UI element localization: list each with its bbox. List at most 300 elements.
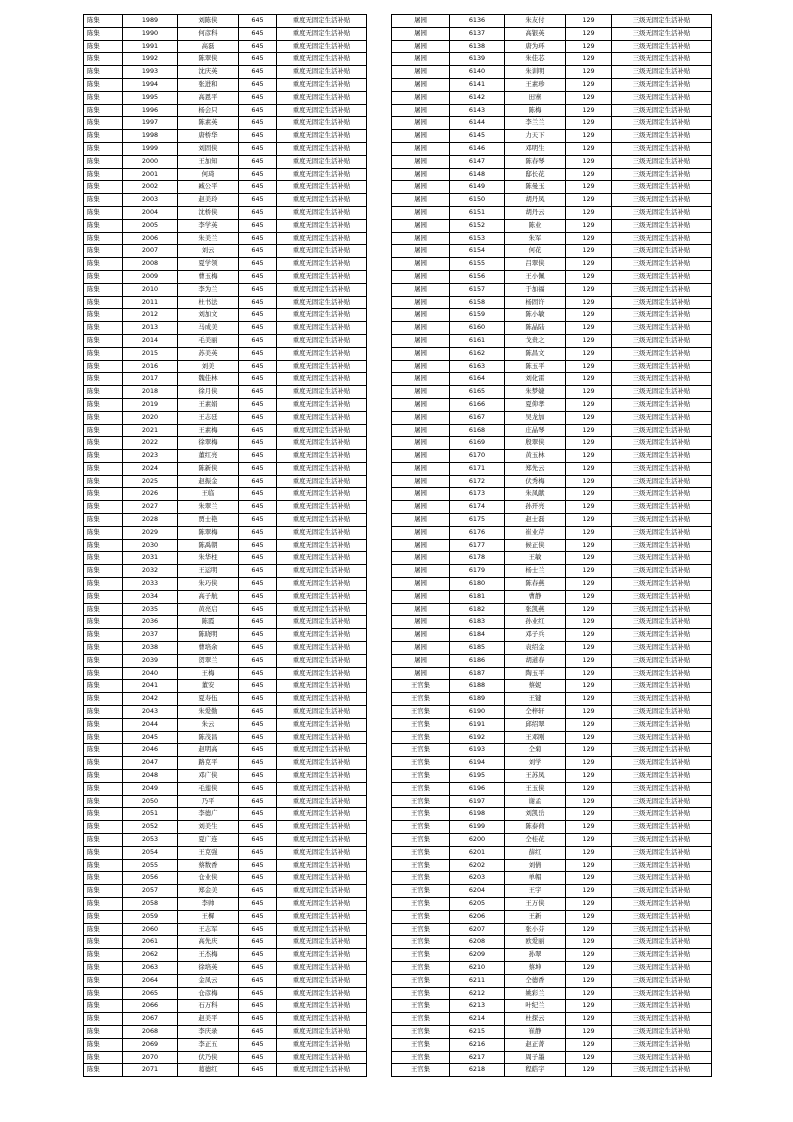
amount-cell: 645 (239, 450, 277, 463)
person-name-cell: 刘加文 (178, 309, 239, 322)
subsidy-type-cell: 三级无固定生活补贴 (612, 270, 712, 283)
serial-number-cell: 2012 (123, 309, 178, 322)
person-name-cell: 朱训明 (505, 66, 566, 79)
town-cell: 王官集 (392, 974, 450, 987)
subsidy-type-cell: 三级无固定生活补贴 (612, 219, 712, 232)
amount-cell: 129 (566, 373, 612, 386)
person-name-cell: 杨固许 (505, 296, 566, 309)
serial-number-cell: 2049 (123, 782, 178, 795)
subsidy-type-cell: 重度无固定生活补贴 (277, 142, 367, 155)
serial-number-cell: 6165 (450, 386, 505, 399)
serial-number-cell: 6212 (450, 987, 505, 1000)
amount-cell: 129 (566, 514, 612, 527)
town-cell: 陈集 (84, 808, 123, 821)
town-cell: 陈集 (84, 565, 123, 578)
subsidy-type-cell: 三级无固定生活补贴 (612, 897, 712, 910)
amount-cell: 645 (239, 27, 277, 40)
town-cell: 陈集 (84, 949, 123, 962)
serial-number-cell: 2062 (123, 949, 178, 962)
serial-number-cell: 6169 (450, 437, 505, 450)
town-cell: 屠园 (392, 130, 450, 143)
table-row (84, 629, 367, 642)
amount-cell: 645 (239, 885, 277, 898)
town-cell: 陈集 (84, 616, 123, 629)
person-name-cell: 朱美兰 (178, 232, 239, 245)
table-row (392, 770, 712, 783)
table-row (392, 974, 712, 987)
person-name-cell: 朱翠兰 (178, 501, 239, 514)
serial-number-cell: 2024 (123, 462, 178, 475)
subsidy-type-cell: 重度无固定生活补贴 (277, 334, 367, 347)
person-name-cell: 陈霞 (178, 616, 239, 629)
serial-number-cell: 6178 (450, 552, 505, 565)
table-row (84, 974, 367, 987)
serial-number-cell: 6197 (450, 795, 505, 808)
person-name-cell: 李德广 (178, 808, 239, 821)
person-name-cell: 唐为环 (505, 40, 566, 53)
person-name-cell: 赵美玲 (178, 194, 239, 207)
subsidy-type-cell: 三级无固定生活补贴 (612, 258, 712, 271)
person-name-cell: 陈昌文 (505, 347, 566, 360)
serial-number-cell: 2066 (123, 1000, 178, 1013)
subsidy-type-cell: 重度无固定生活补贴 (277, 987, 367, 1000)
table-row (392, 654, 712, 667)
table-row (392, 834, 712, 847)
town-cell: 王官集 (392, 897, 450, 910)
subsidy-type-cell: 重度无固定生活补贴 (277, 821, 367, 834)
amount-cell: 645 (239, 616, 277, 629)
person-name-cell: 董安 (178, 680, 239, 693)
person-name-cell: 刘固侠 (178, 142, 239, 155)
town-cell: 屠园 (392, 450, 450, 463)
serial-number-cell: 1989 (123, 15, 178, 28)
serial-number-cell: 6199 (450, 821, 505, 834)
serial-number-cell: 6156 (450, 270, 505, 283)
table-row (84, 744, 367, 757)
serial-number-cell: 2040 (123, 667, 178, 680)
table-row (392, 629, 712, 642)
town-cell: 王官集 (392, 859, 450, 872)
serial-number-cell: 6151 (450, 206, 505, 219)
subsidy-type-cell: 三级无固定生活补贴 (612, 142, 712, 155)
person-name-cell: 贾士艳 (178, 514, 239, 527)
table-row (84, 462, 367, 475)
serial-number-cell: 2068 (123, 1025, 178, 1038)
serial-number-cell: 6194 (450, 757, 505, 770)
person-name-cell: 毛莲侠 (178, 782, 239, 795)
town-cell: 陈集 (84, 373, 123, 386)
town-cell: 王官集 (392, 936, 450, 949)
subsidy-type-cell: 三级无固定生活补贴 (612, 411, 712, 424)
subsidy-type-cell: 重度无固定生活补贴 (277, 744, 367, 757)
person-name-cell: 王邓刚 (505, 731, 566, 744)
table-row (392, 565, 712, 578)
subsidy-type-cell: 三级无固定生活补贴 (612, 795, 712, 808)
town-cell: 屠园 (392, 462, 450, 475)
table-row (84, 181, 367, 194)
subsidy-type-cell: 三级无固定生活补贴 (612, 603, 712, 616)
serial-number-cell: 2013 (123, 322, 178, 335)
amount-cell: 129 (566, 475, 612, 488)
table-row (392, 693, 712, 706)
subsidy-type-cell: 三级无固定生活补贴 (612, 514, 712, 527)
person-name-cell: 毛美丽 (178, 334, 239, 347)
town-cell: 王官集 (392, 987, 450, 1000)
town-cell: 陈集 (84, 961, 123, 974)
person-name-cell: 夏寿伍 (178, 693, 239, 706)
town-cell: 王官集 (392, 846, 450, 859)
serial-number-cell: 2032 (123, 565, 178, 578)
person-name-cell: 周子墨 (505, 1051, 566, 1064)
person-name-cell: 蔡妮 (505, 680, 566, 693)
town-cell: 陈集 (84, 654, 123, 667)
subsidy-type-cell: 重度无固定生活补贴 (277, 78, 367, 91)
amount-cell: 645 (239, 808, 277, 821)
amount-cell: 645 (239, 795, 277, 808)
serial-number-cell: 6217 (450, 1051, 505, 1064)
amount-cell: 129 (566, 258, 612, 271)
serial-number-cell: 2053 (123, 834, 178, 847)
town-cell: 屠园 (392, 53, 450, 66)
town-cell: 陈集 (84, 501, 123, 514)
person-name-cell: 田寨 (505, 91, 566, 104)
table-row (392, 411, 712, 424)
person-name-cell: 程皓宇 (505, 1064, 566, 1077)
amount-cell: 129 (566, 27, 612, 40)
serial-number-cell: 2034 (123, 590, 178, 603)
serial-number-cell: 6168 (450, 424, 505, 437)
serial-number-cell: 6180 (450, 578, 505, 591)
table-row (392, 923, 712, 936)
person-name-cell: 陈春燕 (505, 578, 566, 591)
town-cell: 陈集 (84, 386, 123, 399)
subsidy-type-cell: 重度无固定生活补贴 (277, 693, 367, 706)
person-name-cell: 徐培英 (178, 961, 239, 974)
table-row (84, 680, 367, 693)
subsidy-type-cell: 重度无固定生活补贴 (277, 437, 367, 450)
subsidy-type-cell: 三级无固定生活补贴 (612, 283, 712, 296)
town-cell: 陈集 (84, 334, 123, 347)
person-name-cell: 王素梅 (178, 424, 239, 437)
town-cell: 陈集 (84, 155, 123, 168)
amount-cell: 645 (239, 923, 277, 936)
table-row (392, 386, 712, 399)
table-row (84, 693, 367, 706)
subsidy-type-cell: 三级无固定生活补贴 (612, 552, 712, 565)
table-row (84, 488, 367, 501)
subsidy-type-cell: 重度无固定生活补贴 (277, 386, 367, 399)
amount-cell: 645 (239, 552, 277, 565)
person-name-cell: 张进和 (178, 78, 239, 91)
subsidy-type-cell: 重度无固定生活补贴 (277, 961, 367, 974)
table-row (392, 578, 712, 591)
table-row (392, 501, 712, 514)
table-row (392, 245, 712, 258)
subsidy-type-cell: 三级无固定生活补贴 (612, 181, 712, 194)
amount-cell: 129 (566, 1013, 612, 1026)
serial-number-cell: 6210 (450, 961, 505, 974)
serial-number-cell: 6148 (450, 168, 505, 181)
amount-cell: 129 (566, 347, 612, 360)
town-cell: 屠园 (392, 270, 450, 283)
person-name-cell: 庄晶琴 (505, 424, 566, 437)
table-row (392, 360, 712, 373)
subsidy-type-cell: 三级无固定生活补贴 (612, 808, 712, 821)
table-row (84, 526, 367, 539)
town-cell: 屠园 (392, 40, 450, 53)
person-name-cell: 马成美 (178, 322, 239, 335)
serial-number-cell: 1992 (123, 53, 178, 66)
person-name-cell: 王志军 (178, 923, 239, 936)
amount-cell: 129 (566, 539, 612, 552)
amount-cell: 645 (239, 872, 277, 885)
subsidy-type-cell: 重度无固定生活补贴 (277, 782, 367, 795)
subsidy-type-cell: 重度无固定生活补贴 (277, 27, 367, 40)
town-cell: 屠园 (392, 258, 450, 271)
table-row (392, 104, 712, 117)
table-row (392, 488, 712, 501)
serial-number-cell: 6146 (450, 142, 505, 155)
person-name-cell: 胡道春 (505, 654, 566, 667)
serial-number-cell: 2052 (123, 821, 178, 834)
town-cell: 陈集 (84, 117, 123, 130)
table-row (84, 590, 367, 603)
person-name-cell: 刘学 (505, 757, 566, 770)
serial-number-cell: 6161 (450, 334, 505, 347)
serial-number-cell: 2020 (123, 411, 178, 424)
table-row (84, 603, 367, 616)
town-cell: 陈集 (84, 603, 123, 616)
serial-number-cell: 6203 (450, 872, 505, 885)
amount-cell: 645 (239, 667, 277, 680)
town-cell: 屠园 (392, 283, 450, 296)
serial-number-cell: 2057 (123, 885, 178, 898)
subsidy-type-cell: 重度无固定生活补贴 (277, 155, 367, 168)
subsidy-type-cell: 三级无固定生活补贴 (612, 1013, 712, 1026)
amount-cell: 129 (566, 693, 612, 706)
table-row (84, 1013, 367, 1026)
subsidy-type-cell: 重度无固定生活补贴 (277, 270, 367, 283)
serial-number-cell: 6201 (450, 846, 505, 859)
town-cell: 陈集 (84, 590, 123, 603)
table-row (392, 910, 712, 923)
subsidy-type-cell: 三级无固定生活补贴 (612, 130, 712, 143)
table-row (392, 437, 712, 450)
left-subsidy-table (83, 14, 367, 1077)
town-cell: 陈集 (84, 309, 123, 322)
subsidy-type-cell: 三级无固定生活补贴 (612, 424, 712, 437)
person-name-cell: 陈茂昌 (178, 731, 239, 744)
town-cell: 陈集 (84, 910, 123, 923)
serial-number-cell: 2046 (123, 744, 178, 757)
town-cell: 屠园 (392, 66, 450, 79)
table-row (392, 808, 712, 821)
person-name-cell: 陈禹朝 (178, 539, 239, 552)
person-name-cell: 候正侠 (505, 539, 566, 552)
town-cell: 陈集 (84, 78, 123, 91)
subsidy-type-cell: 三级无固定生活补贴 (612, 859, 712, 872)
person-name-cell: 张凯燕 (505, 603, 566, 616)
town-cell: 陈集 (84, 104, 123, 117)
amount-cell: 129 (566, 232, 612, 245)
subsidy-type-cell: 三级无固定生活补贴 (612, 1064, 712, 1077)
town-cell: 陈集 (84, 219, 123, 232)
serial-number-cell: 2064 (123, 974, 178, 987)
table-row (392, 897, 712, 910)
table-row (392, 15, 712, 28)
subsidy-type-cell: 重度无固定生活补贴 (277, 411, 367, 424)
subsidy-type-cell: 重度无固定生活补贴 (277, 501, 367, 514)
table-row (84, 104, 367, 117)
amount-cell: 645 (239, 117, 277, 130)
subsidy-type-cell: 重度无固定生活补贴 (277, 808, 367, 821)
table-row (84, 78, 367, 91)
town-cell: 屠园 (392, 91, 450, 104)
town-cell: 陈集 (84, 539, 123, 552)
amount-cell: 129 (566, 526, 612, 539)
amount-cell: 645 (239, 270, 277, 283)
town-cell: 陈集 (84, 795, 123, 808)
person-name-cell: 王宇 (505, 885, 566, 898)
serial-number-cell: 6147 (450, 155, 505, 168)
town-cell: 屠园 (392, 206, 450, 219)
amount-cell: 645 (239, 334, 277, 347)
serial-number-cell: 6215 (450, 1025, 505, 1038)
town-cell: 屠园 (392, 424, 450, 437)
person-name-cell: 蔡数香 (178, 859, 239, 872)
table-row (392, 667, 712, 680)
serial-number-cell: 2023 (123, 450, 178, 463)
town-cell: 陈集 (84, 168, 123, 181)
person-name-cell: 陈翠梅 (178, 526, 239, 539)
town-cell: 王官集 (392, 731, 450, 744)
town-cell: 陈集 (84, 15, 123, 28)
person-name-cell: 高银英 (505, 27, 566, 40)
subsidy-type-cell: 重度无固定生活补贴 (277, 667, 367, 680)
town-cell: 屠园 (392, 629, 450, 642)
table-row (392, 168, 712, 181)
town-cell: 屠园 (392, 667, 450, 680)
person-name-cell: 赵正菁 (505, 1038, 566, 1051)
amount-cell: 129 (566, 206, 612, 219)
table-row (84, 40, 367, 53)
person-name-cell: 沈庆英 (178, 66, 239, 79)
amount-cell: 645 (239, 974, 277, 987)
subsidy-type-cell: 三级无固定生活补贴 (612, 1038, 712, 1051)
subsidy-type-cell: 三级无固定生活补贴 (612, 872, 712, 885)
serial-number-cell: 6155 (450, 258, 505, 271)
town-cell: 王官集 (392, 680, 450, 693)
town-cell: 陈集 (84, 1064, 123, 1077)
amount-cell: 129 (566, 616, 612, 629)
amount-cell: 645 (239, 770, 277, 783)
town-cell: 王官集 (392, 808, 450, 821)
amount-cell: 129 (566, 91, 612, 104)
amount-cell: 645 (239, 296, 277, 309)
amount-cell: 129 (566, 897, 612, 910)
town-cell: 陈集 (84, 667, 123, 680)
amount-cell: 129 (566, 974, 612, 987)
town-cell: 陈集 (84, 66, 123, 79)
table-row (84, 373, 367, 386)
serial-number-cell: 6143 (450, 104, 505, 117)
person-name-cell: 路克平 (178, 757, 239, 770)
town-cell: 屠园 (392, 373, 450, 386)
town-cell: 陈集 (84, 1038, 123, 1051)
amount-cell: 645 (239, 1000, 277, 1013)
amount-cell: 129 (566, 398, 612, 411)
serial-number-cell: 2050 (123, 795, 178, 808)
amount-cell: 645 (239, 642, 277, 655)
amount-cell: 645 (239, 961, 277, 974)
subsidy-type-cell: 三级无固定生活补贴 (612, 360, 712, 373)
person-name-cell: 唐桥华 (178, 130, 239, 143)
table-row (84, 53, 367, 66)
table-row (84, 155, 367, 168)
town-cell: 王官集 (392, 770, 450, 783)
serial-number-cell: 2025 (123, 475, 178, 488)
amount-cell: 645 (239, 757, 277, 770)
subsidy-type-cell: 三级无固定生活补贴 (612, 616, 712, 629)
serial-number-cell: 6144 (450, 117, 505, 130)
serial-number-cell: 2070 (123, 1051, 178, 1064)
person-name-cell: 伏乃侠 (178, 1051, 239, 1064)
serial-number-cell: 6149 (450, 181, 505, 194)
serial-number-cell: 2037 (123, 629, 178, 642)
town-cell: 陈集 (84, 347, 123, 360)
serial-number-cell: 2043 (123, 706, 178, 719)
person-name-cell: 王运明 (178, 565, 239, 578)
person-name-cell: 吴龙加 (505, 411, 566, 424)
town-cell: 陈集 (84, 782, 123, 795)
amount-cell: 645 (239, 398, 277, 411)
subsidy-type-cell: 重度无固定生活补贴 (277, 91, 367, 104)
town-cell: 陈集 (84, 744, 123, 757)
person-name-cell: 仓彦梅 (178, 987, 239, 1000)
amount-cell: 645 (239, 821, 277, 834)
amount-cell: 129 (566, 117, 612, 130)
serial-number-cell: 2002 (123, 181, 178, 194)
serial-number-cell: 2036 (123, 616, 178, 629)
town-cell: 屠园 (392, 514, 450, 527)
person-name-cell: 高恩平 (178, 91, 239, 104)
amount-cell: 129 (566, 155, 612, 168)
subsidy-type-cell: 重度无固定生活补贴 (277, 322, 367, 335)
serial-number-cell: 6142 (450, 91, 505, 104)
serial-number-cell: 6177 (450, 539, 505, 552)
town-cell: 屠园 (392, 78, 450, 91)
amount-cell: 129 (566, 219, 612, 232)
amount-cell: 645 (239, 245, 277, 258)
amount-cell: 645 (239, 949, 277, 962)
serial-number-cell: 6158 (450, 296, 505, 309)
person-name-cell: 曹培余 (178, 642, 239, 655)
serial-number-cell: 6213 (450, 1000, 505, 1013)
town-cell: 王官集 (392, 1038, 450, 1051)
table-row (84, 782, 367, 795)
subsidy-type-cell: 重度无固定生活补贴 (277, 590, 367, 603)
subsidy-type-cell: 三级无固定生活补贴 (612, 757, 712, 770)
serial-number-cell: 6218 (450, 1064, 505, 1077)
serial-number-cell: 2061 (123, 936, 178, 949)
serial-number-cell: 6206 (450, 910, 505, 923)
subsidy-type-cell: 三级无固定生活补贴 (612, 693, 712, 706)
table-row (84, 501, 367, 514)
amount-cell: 129 (566, 552, 612, 565)
town-cell: 陈集 (84, 411, 123, 424)
person-name-cell: 王杰梅 (178, 949, 239, 962)
person-name-cell: 陈梅 (505, 104, 566, 117)
